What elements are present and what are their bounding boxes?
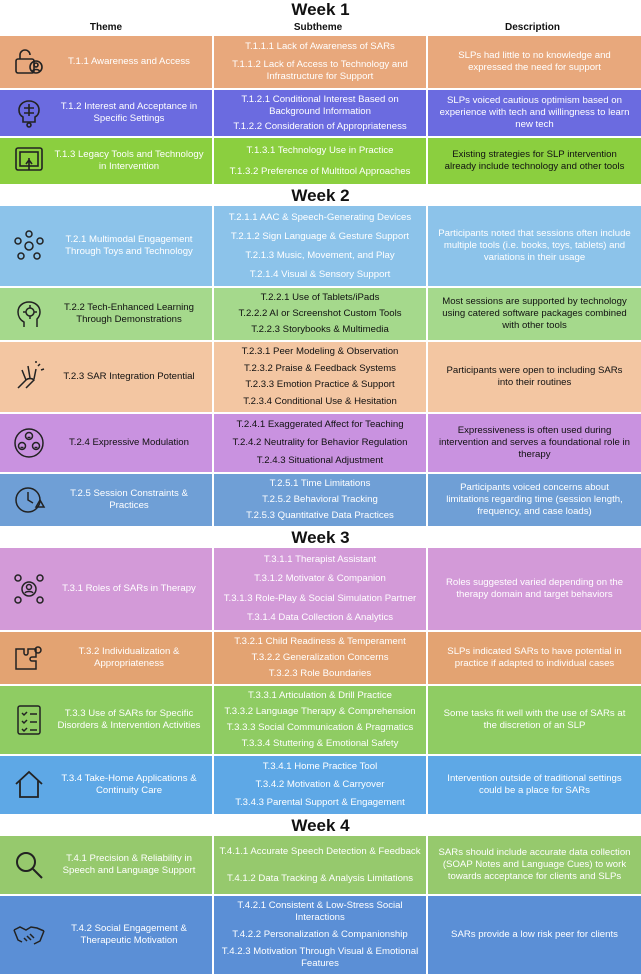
theme-label: T.1.2 Interest and Acceptance in Specific Settings: [60, 101, 198, 124]
subtheme-cell: [214, 548, 426, 630]
subtheme-item: T.2.1.1 AAC & Speech-Generating Devices: [228, 211, 412, 223]
header-description: Description: [504, 22, 560, 33]
tablet-touch-icon: [6, 141, 52, 181]
theme-cell: [0, 836, 212, 894]
description-cell: Roles suggested varied depending on the therapy domain and target behaviors: [428, 548, 641, 630]
subtheme-item: T.2.3.1 Peer Modeling & Observation: [241, 346, 399, 358]
table-row: [0, 288, 641, 340]
subtheme-cell: [214, 686, 426, 754]
table-row: [0, 342, 641, 412]
theme-label: T.3.3 Use of SARs for Specific Disorders & Intervention Activities: [57, 708, 201, 731]
magnifier-icon: [6, 845, 52, 885]
clock-warning-icon: [6, 480, 52, 520]
subtheme-item: T.1.2.1 Conditional Interest Based on Background Information: [241, 93, 399, 117]
theme-label: T.2.5 Session Constraints & Practices: [70, 488, 188, 511]
table-row: [0, 756, 641, 814]
table-row: [0, 36, 641, 88]
subtheme-item: T.2.4.1 Exaggerated Affect for Teaching: [236, 419, 404, 430]
theme-cell: [0, 288, 212, 340]
subtheme-item: T.2.2.2 AI or Screenshot Custom Tools: [238, 308, 402, 319]
table-row: [0, 414, 641, 472]
theme-cell: [0, 896, 212, 974]
subtheme-item: T.3.1.1 Therapist Assistant: [263, 553, 377, 565]
theme-cell: [0, 414, 212, 472]
subtheme-item: T.2.2.3 Storybooks & Multimedia: [251, 324, 389, 335]
brain-circuit-icon: [6, 93, 52, 133]
subtheme-item: T.3.2.3 Role Boundaries: [268, 668, 372, 679]
table-row: [0, 548, 641, 630]
subtheme-item: T.3.1.2 Motivator & Companion: [254, 573, 386, 585]
theme-cell: [0, 342, 212, 412]
description-cell: Expressiveness is often used during intervention and serves a foundational role in therapy: [428, 414, 641, 472]
subtheme-item: T.4.1.1 Accurate Speech Detection & Feedback: [219, 845, 421, 857]
description-cell: Most sessions are supported by technology using catered software packages combined with other tools: [428, 288, 641, 340]
subtheme-item: T.4.2.3 Motivation Through Visual & Emotional Features: [221, 945, 419, 969]
theme-label: T.1.3 Legacy Tools and Technology in Intervention: [54, 149, 204, 172]
subtheme-item: T.2.5.3 Quantitative Data Practices: [246, 510, 394, 521]
lock-user-icon: [6, 42, 52, 82]
subtheme-item: T.1.3.1 Technology Use in Practice: [246, 144, 394, 156]
subtheme-cell: [214, 342, 426, 412]
theme-cell: [0, 474, 212, 526]
emotion-faces-icon: [6, 423, 52, 463]
theme-cell: [0, 756, 212, 814]
subtheme-item: T.4.1.2 Data Tracking & Analysis Limitations: [226, 872, 414, 884]
subtheme-item: T.3.3.1 Articulation & Drill Practice: [248, 690, 392, 701]
theme-cell: [0, 36, 212, 88]
subtheme-item: T.2.1.2 Sign Language & Gesture Support: [230, 230, 410, 242]
subtheme-item: T.2.1.4 Visual & Sensory Support: [249, 268, 391, 280]
table-row: [0, 686, 641, 754]
theme-label: T.2.2 Tech-Enhanced Learning Through Demonstrations: [64, 302, 194, 325]
description-cell: Participants noted that sessions often include multiple tools (i.e. books, toys, tablets) and variations in their usage: [428, 206, 641, 286]
subtheme-item: T.3.4.3 Parental Support & Engagement: [235, 797, 405, 808]
subtheme-item: T.4.2.2 Personalization & Companionship: [232, 928, 408, 940]
subtheme-cell: [214, 36, 426, 88]
theme-label: T.2.3 SAR Integration Potential: [63, 371, 195, 382]
theme-label: T.4.2 Social Engagement & Therapeutic Motivation: [71, 923, 187, 946]
hand-spark-icon: [6, 357, 52, 397]
theme-label: T.3.1 Roles of SARs in Therapy: [62, 583, 196, 594]
description-cell: Some tasks fit well with the use of SARs at the discretion of an SLP: [428, 686, 641, 754]
theme-cell: [0, 686, 212, 754]
table-row: [0, 896, 641, 974]
table-row: [0, 90, 641, 136]
subtheme-cell: [214, 414, 426, 472]
subtheme-cell: [214, 836, 426, 894]
description-cell: Existing strategies for SLP intervention already include technology and other tools: [428, 138, 641, 184]
theme-cell: [0, 206, 212, 286]
subtheme-item: T.1.1.1 Lack of Awareness of SARs: [245, 41, 395, 52]
subtheme-cell: [214, 288, 426, 340]
week-1-heading: Week 1: [291, 0, 350, 19]
subtheme-cell: [214, 632, 426, 684]
theme-label: T.1.1 Awareness and Access: [68, 56, 190, 67]
table-row: [0, 474, 641, 526]
checklist-icon: [6, 700, 52, 740]
table-row: [0, 206, 641, 286]
subtheme-cell: [214, 138, 426, 184]
description-cell: Participants voiced concerns about limitations regarding time (session length, frequency, and case loads): [428, 474, 641, 526]
theme-label: T.3.2 Individualization & Appropriateness: [78, 646, 180, 669]
subtheme-item: T.1.1.2 Lack of Access to Technology and Infrastructure for Support: [232, 59, 408, 82]
subtheme-item: T.3.4.1 Home Practice Tool: [262, 761, 378, 772]
description-cell: Participants were open to including SARs into their routines: [428, 342, 641, 412]
table-header: [0, 20, 641, 36]
subtheme-item: T.2.4.2 Neutrality for Behavior Regulation: [232, 437, 408, 448]
theme-cell: [0, 90, 212, 136]
puzzle-person-icon: [6, 638, 52, 678]
subtheme-item: T.3.3.3 Social Communication & Pragmatics: [226, 722, 414, 733]
theme-label: T.4.1 Precision & Reliability in Speech and Language Support: [62, 853, 196, 876]
head-gear-icon: [6, 294, 52, 334]
header-subtheme: Subtheme: [293, 22, 343, 33]
subtheme-item: T.4.2.1 Consistent & Low-Stress Social Interactions: [237, 900, 403, 924]
table-row: [0, 836, 641, 894]
subtheme-cell: [214, 206, 426, 286]
theme-label: T.2.1 Multimodal Engagement Through Toys and Technology: [65, 234, 193, 257]
home-icon: [6, 765, 52, 805]
subtheme-cell: [214, 756, 426, 814]
subtheme-item: T.2.2.1 Use of Tablets/iPads: [260, 292, 380, 303]
subtheme-item: T.1.3.2 Preference of Multitool Approaches: [229, 165, 411, 177]
header-theme: Theme: [89, 22, 123, 33]
subtheme-item: T.1.2.2 Consideration of Appropriateness: [233, 120, 407, 132]
subtheme-cell: [214, 474, 426, 526]
multimodal-icon: [6, 226, 52, 266]
table-row: [0, 138, 641, 184]
table-row: [0, 632, 641, 684]
week-2-heading: Week 2: [291, 186, 350, 205]
subtheme-item: T.2.5.2 Behavioral Tracking: [262, 494, 378, 505]
roles-network-icon: [6, 569, 52, 609]
subtheme-item: T.2.3.4 Conditional Use & Hesitation: [243, 395, 397, 407]
subtheme-item: T.3.2.1 Child Readiness & Temperament: [234, 636, 406, 647]
subtheme-cell: [214, 90, 426, 136]
description-cell: Intervention outside of traditional settings could be a place for SARs: [428, 756, 641, 814]
subtheme-item: T.2.4.3 Situational Adjustment: [256, 455, 384, 466]
handshake-icon: [6, 915, 52, 955]
description-cell: SARs provide a low risk peer for clients: [428, 896, 641, 974]
subtheme-item: T.2.1.3 Music, Movement, and Play: [245, 249, 395, 261]
theme-label: T.3.4 Take-Home Applications & Continuity Care: [61, 773, 197, 796]
theme-cell: [0, 548, 212, 630]
subtheme-item: T.2.3.2 Praise & Feedback Systems: [244, 362, 396, 374]
description-cell: SLPs indicated SARs to have potential in practice if adapted to individual cases: [428, 632, 641, 684]
description-cell: SLPs voiced cautious optimism based on experience with tech and willingness to learn new tech: [428, 90, 641, 136]
subtheme-item: T.3.3.4 Stuttering & Emotional Safety: [241, 738, 399, 749]
subtheme-item: T.3.3.2 Language Therapy & Comprehension: [224, 706, 416, 717]
description-cell: SARs should include accurate data collection (SOAP Notes and Language Cues) to work towards acceptance for clients and SLPs: [428, 836, 641, 894]
theme-cell: [0, 138, 212, 184]
theme-label: T.2.4 Expressive Modulation: [69, 437, 189, 448]
description-cell: SLPs had little to no knowledge and expressed the need for support: [428, 36, 641, 88]
subtheme-item: T.3.2.2 Generalization Concerns: [251, 652, 389, 663]
week-4-heading: Week 4: [291, 816, 350, 835]
theme-cell: [0, 632, 212, 684]
subtheme-item: T.2.3.3 Emotion Practice & Support: [245, 379, 395, 391]
subtheme-item: T.3.1.3 Role-Play & Social Simulation Partner: [223, 592, 417, 604]
subtheme-item: T.3.4.2 Motivation & Carryover: [255, 779, 385, 790]
subtheme-item: T.3.1.4 Data Collection & Analytics: [246, 612, 394, 624]
week-3-heading: Week 3: [291, 528, 350, 547]
subtheme-cell: [214, 896, 426, 974]
subtheme-item: T.2.5.1 Time Limitations: [269, 478, 371, 489]
